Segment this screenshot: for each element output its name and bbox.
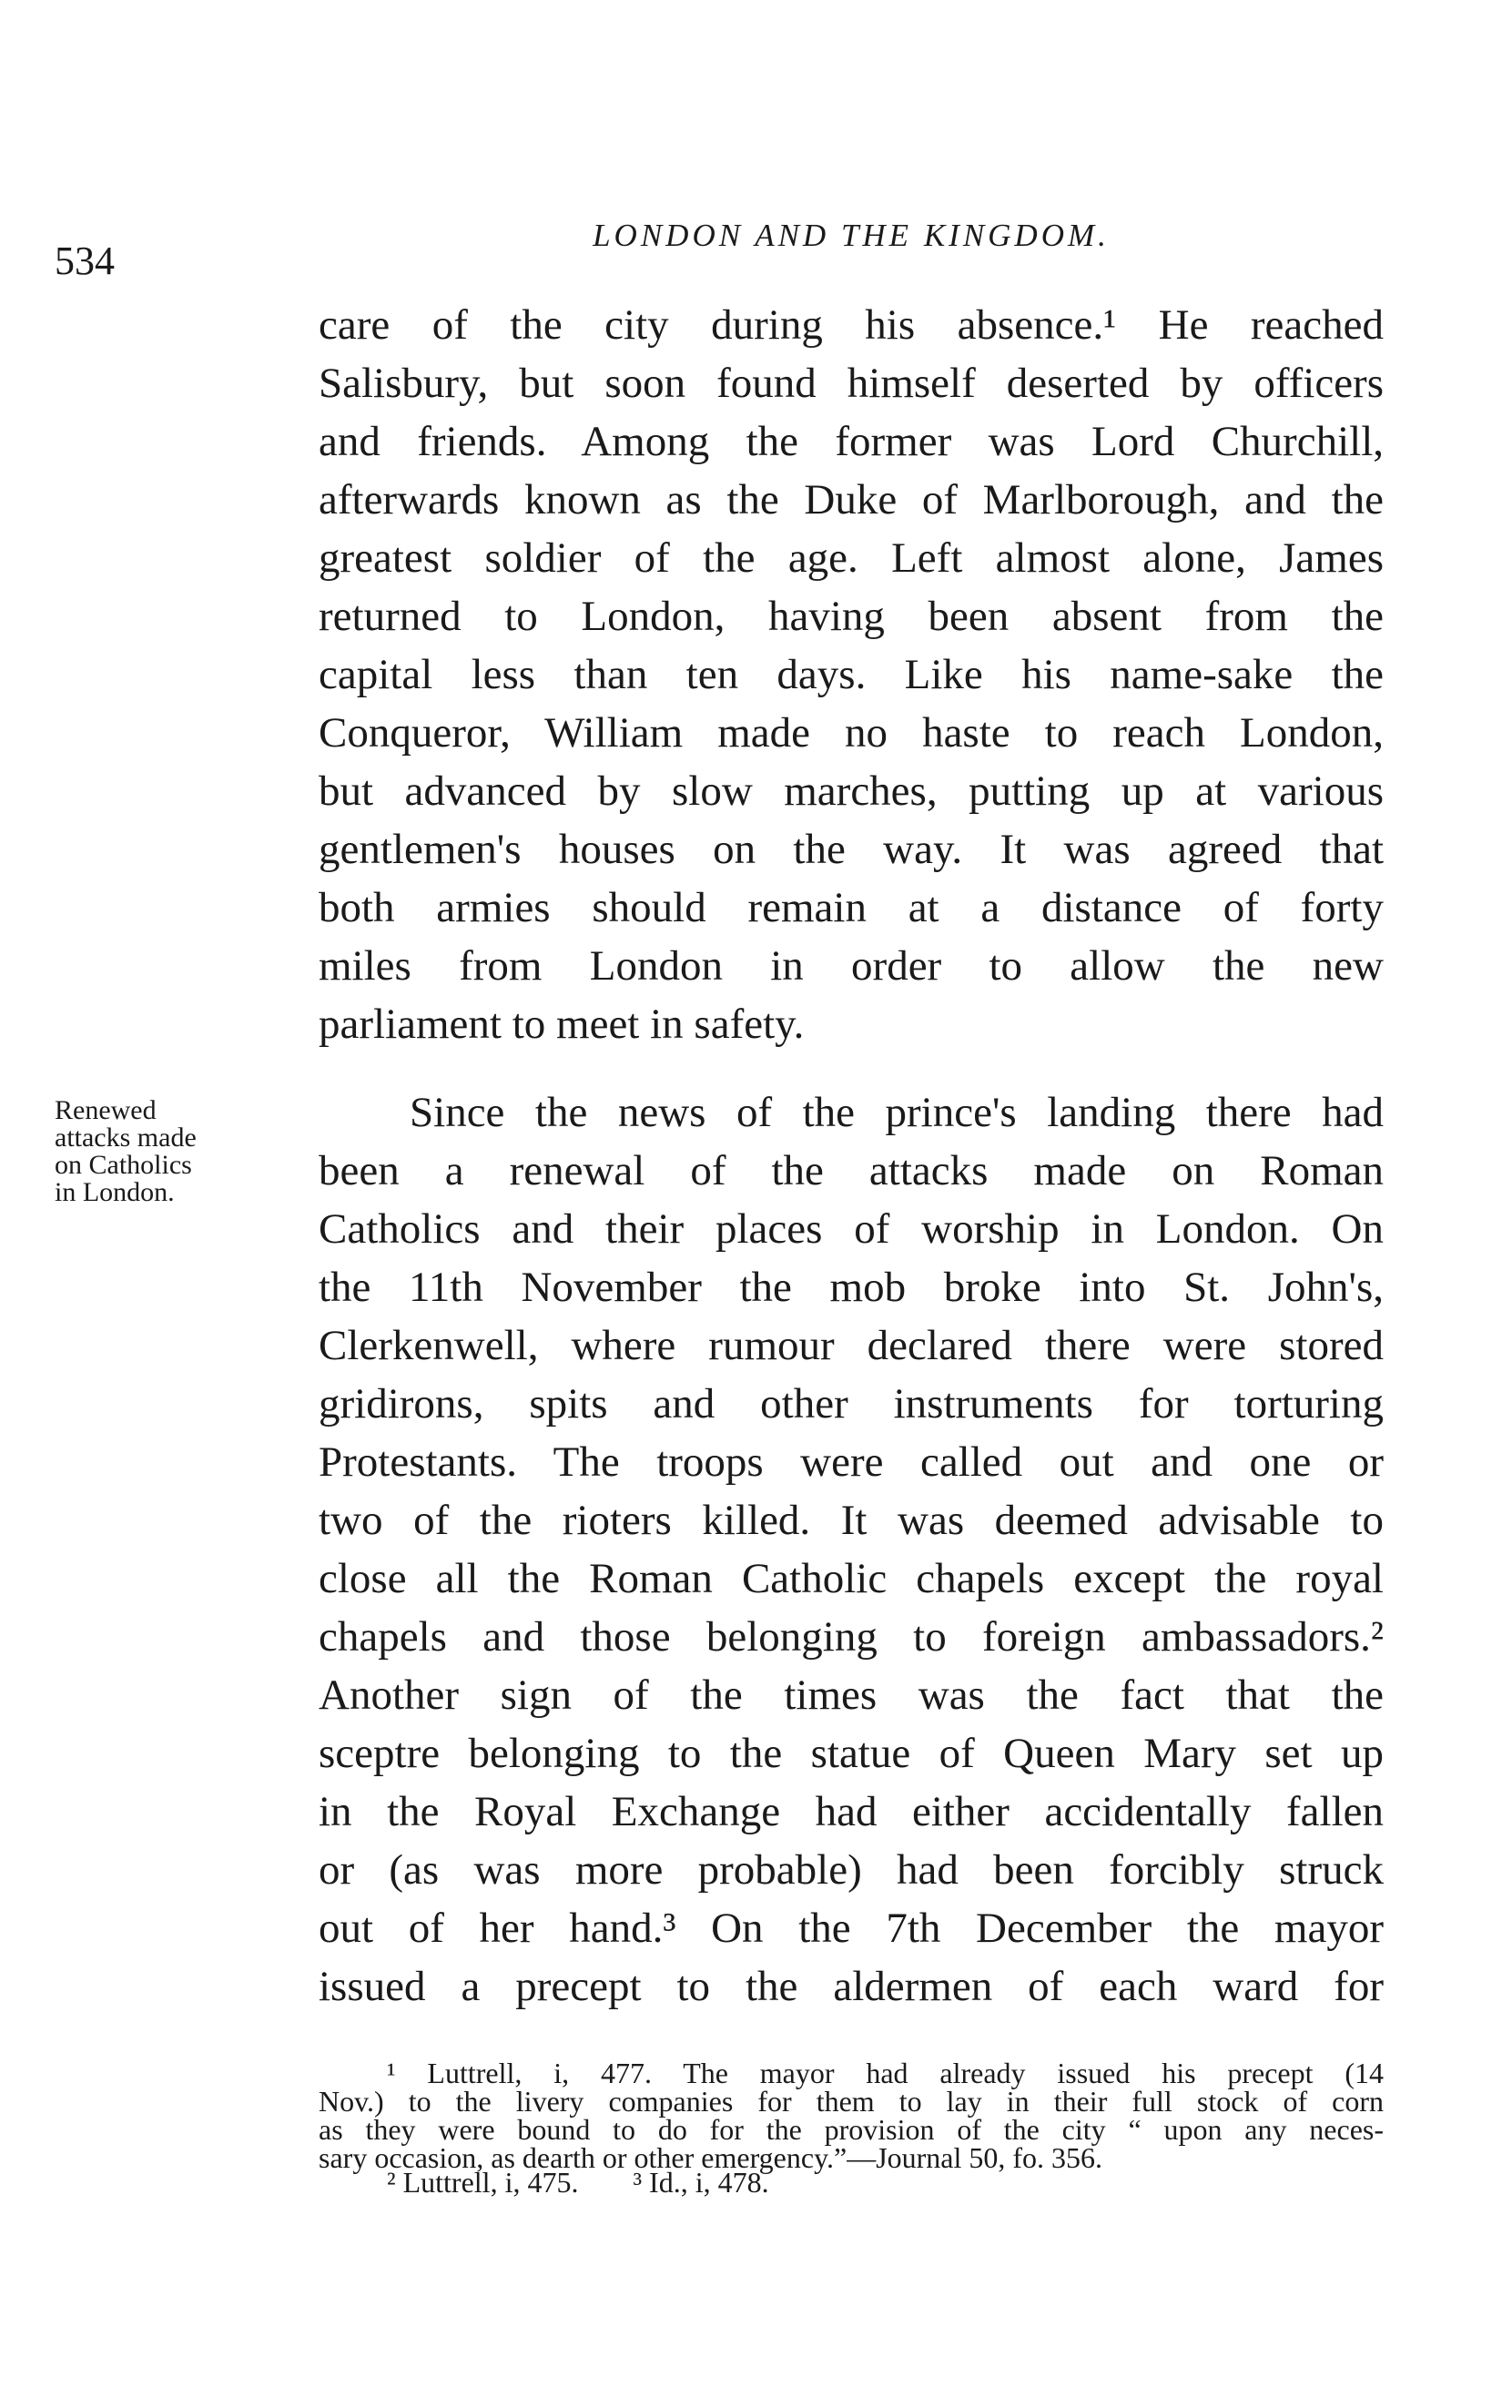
footnote-line: sary occasion, as dearth or other emergency.”—Journal 50, fo. 356. xyxy=(319,2141,1103,2174)
margin-note xyxy=(55,1097,291,1206)
body-line: returned to London, having been absent from the xyxy=(319,593,1384,640)
body-line: sceptre belonging to the statue of Queen Mary set up xyxy=(319,1730,1384,1777)
margin-note-line: on Catholics xyxy=(55,1150,192,1180)
body-line: the 11th November the mob broke into St. John's, xyxy=(319,1264,1384,1311)
body-line: Catholics and their places of worship in London. On xyxy=(319,1205,1384,1253)
body-line: Clerkenwell, where rumour declared there were stored xyxy=(319,1322,1384,1369)
body-line: Salisbury, but soon found himself deserted by officers xyxy=(319,360,1384,407)
body-line: capital less than ten days. Like his name-sake the xyxy=(319,651,1384,698)
footnote-2: ² Luttrell, i, 475. xyxy=(387,2166,579,2199)
body-line: both armies should remain at a distance of forty xyxy=(319,884,1384,931)
body-line: Since the news of the prince's landing there had xyxy=(410,1089,1384,1136)
body-line: close all the Roman Catholic chapels except the royal xyxy=(319,1555,1384,1602)
running-head: LONDON AND THE KINGDOM. xyxy=(593,218,1110,253)
body-line: gentlemen's houses on the way. It was agreed that xyxy=(319,826,1384,873)
body-line: Another sign of the times was the fact that the xyxy=(319,1671,1384,1719)
body-line: and friends. Among the former was Lord Churchill, xyxy=(319,418,1384,465)
footnote-line: ¹ Luttrell, i, 477. The mayor had already issued his precept (14 xyxy=(387,2057,1384,2089)
footnotes-2-3 xyxy=(319,2168,1384,2197)
body-line: greatest soldier of the age. Left almost alone, James xyxy=(319,534,1384,582)
margin-note-line: attacks made xyxy=(55,1123,197,1153)
body-line: care of the city during his absence.¹ He reached xyxy=(319,301,1384,349)
body-line: but advanced by slow marches, putting up at various xyxy=(319,767,1384,815)
body-line: or (as was more probable) had been forcibly struck xyxy=(319,1846,1384,1894)
footnote-line: as they were bound to do for the provision of the city “ upon any neces- xyxy=(319,2113,1384,2146)
body-line: miles from London in order to allow the new xyxy=(319,942,1384,990)
body-line: parliament to meet in safety. xyxy=(319,1001,805,1048)
body-line: two of the rioters killed. It was deemed advisable to xyxy=(319,1497,1384,1544)
page-number: 534 xyxy=(55,239,115,283)
body-line: out of her hand.³ On the 7th December the mayor xyxy=(319,1905,1384,1952)
body-line: issued a precept to the aldermen of each ward for xyxy=(319,1963,1384,2010)
footnote-3: ³ Id., i, 478. xyxy=(633,2166,769,2199)
body-line: Conqueror, William made no haste to reach London, xyxy=(319,709,1384,757)
body-line: been a renewal of the attacks made on Roman xyxy=(319,1147,1384,1194)
margin-note-line: in London. xyxy=(55,1177,175,1207)
footnote-line: Nov.) to the livery companies for them to lay in their full stock of corn xyxy=(319,2085,1384,2118)
margin-note-line: Renewed xyxy=(55,1095,157,1125)
body-line: in the Royal Exchange had either accidentally fallen xyxy=(319,1788,1384,1835)
body-line: gridirons, spits and other instruments for torturing xyxy=(319,1380,1384,1428)
body-line: Protestants. The troops were called out and one or xyxy=(319,1438,1384,1486)
body-line: chapels and those belonging to foreign ambassadors.² xyxy=(319,1613,1384,1661)
body-line: afterwards known as the Duke of Marlborough, and the xyxy=(319,476,1384,523)
